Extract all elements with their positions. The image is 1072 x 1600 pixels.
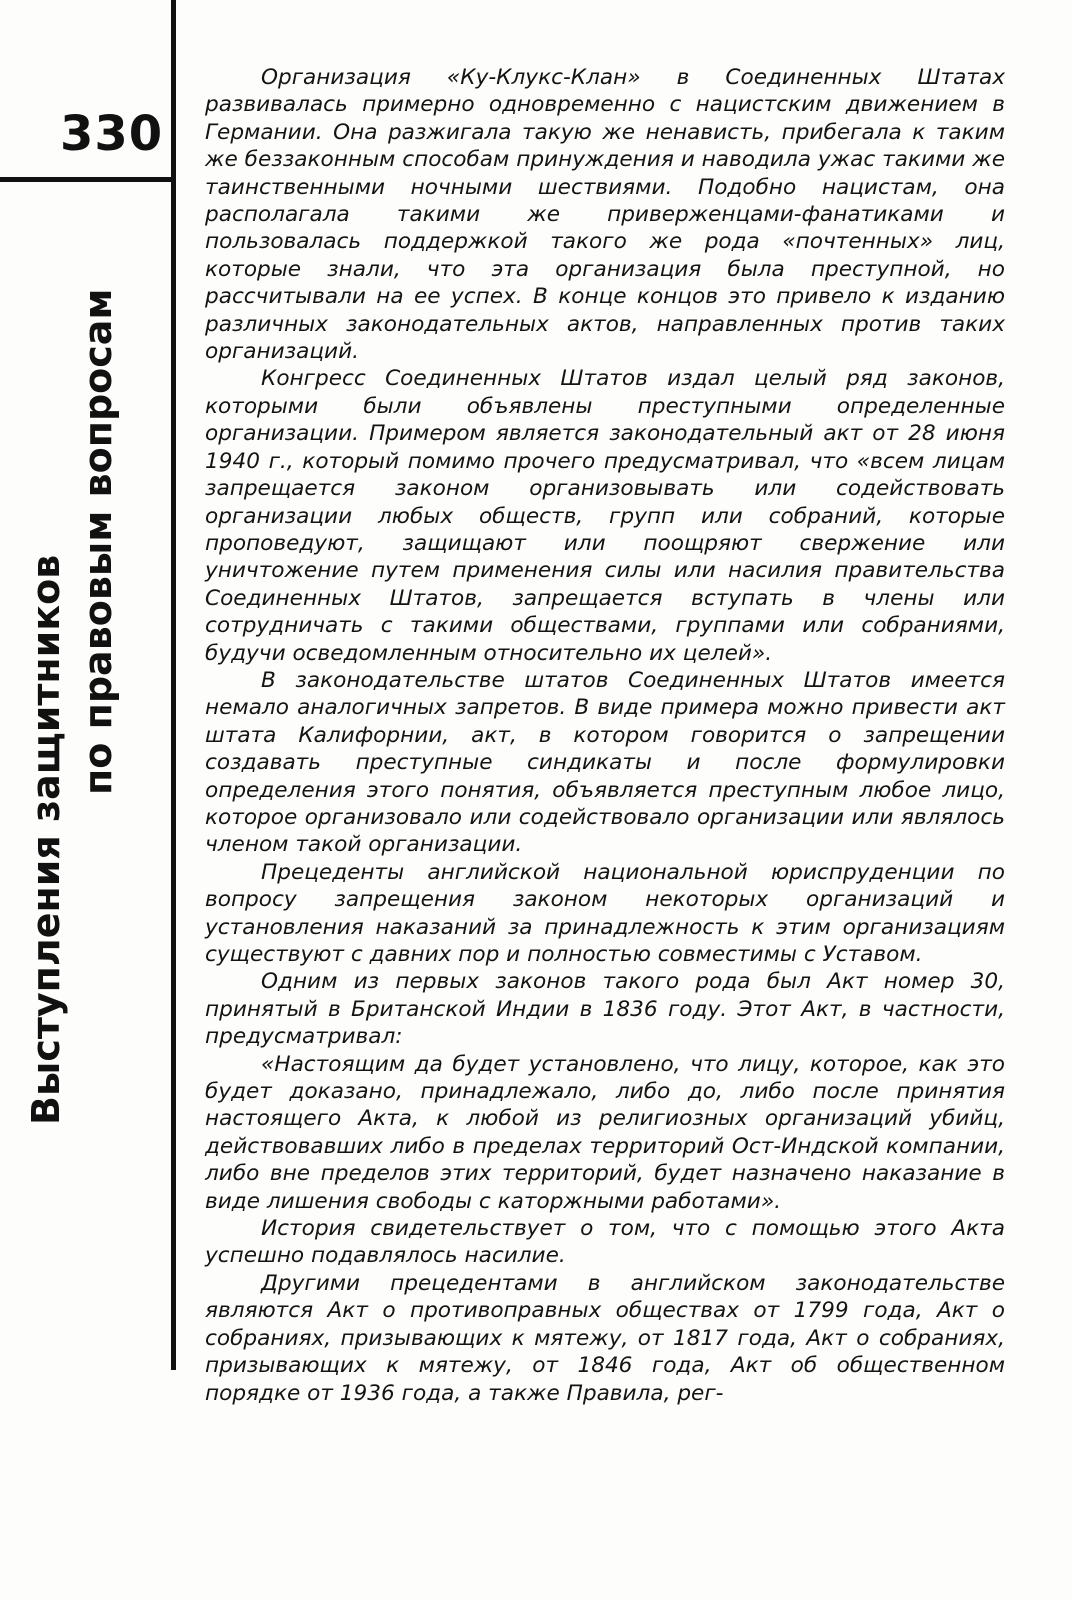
- horizontal-rule: [0, 177, 172, 182]
- paragraph: Прецеденты английской национальной юриспруденции по вопросу запрещения законом некоторых организаций и установления наказаний за принадлежность к этим организациям существуют с давних пор и полностью совместимы с Уставом.: [205, 859, 1005, 967]
- vertical-rule: [171, 0, 176, 1370]
- paragraph: Другими прецедентами в английском законодательстве являются Акт о противоправных обществах от 1799 года, Акт о собраниях, призывающих к мятежу, от 1817 года, Акт о собраниях, призывающих к мятежу, от 1846 года, Акт об общественном порядке от 1936 года, а также Правила, рег-: [205, 1270, 1005, 1406]
- running-header: [20, 195, 124, 1125]
- body-text: [205, 64, 1005, 1407]
- paragraph-quote: «Настоящим да будет установлено, что лицу, которое, как это будет доказано, принадлежало, либо до, либо после принятия настоящего Акта, к любой из религиозных организаций убийц, действовавших либо в пределах территорий Ост-Индской компании, либо вне пределов этих территорий, будет назначено наказание в виде лишения свободы с каторжными работами».: [205, 1051, 1005, 1214]
- running-header-line1: Выступления защитников: [24, 554, 68, 1125]
- paragraph: Конгресс Соединенных Штатов издал целый ряд законов, которыми были объявлены преступными определенные организации. Примером является законодательный акт от 28 июня 1940 г., который помимо прочего предусматривал, что «всем лицам запрещается законом организовывать или содействовать организации любых обществ, групп или собраний, которые проповедуют, защищают или поощряют свержение или уничтожение путем применения силы или насилия правительства Соединенных Штатов, запрещается вступать в члены или сотрудничать с такими обществами, группами или собраниями, будучи осведомленным относительно их целей».: [205, 366, 1005, 666]
- paragraph: Организация «Ку-Клукс-Клан» в Соединенных Штатах развивалась примерно одновременно с нацистским движением в Германии. Она разжигала такую же ненависть, прибегала к таким же беззаконным способам принуждения и наводила ужас такими же таинственными ночными шествиями. Подобно нацистам, она располагала такими же приверженцами-фанатиками и пользовалась поддержкой такого же рода «почтенных» лиц, которые знали, что эта организация была преступной, но рассчитывали на ее успех. В конце концов это привело к изданию различных законодательных актов, направленных против таких организаций.: [205, 65, 1005, 365]
- paragraph: Одним из первых законов такого рода был Акт номер 30, принятый в Британской Индии в 1836 году. Этот Акт, в частности, предусматривал:: [205, 969, 1005, 1050]
- page-number: 330: [60, 106, 164, 162]
- running-header-line2: по правовым вопросам: [76, 288, 120, 795]
- paragraph: История свидетельствует о том, что с помощью этого Акта успешно подавлялось насилие.: [205, 1216, 1005, 1269]
- paragraph: В законодательстве штатов Соединенных Штатов имеется немало аналогичных запретов. В виде примера можно привести акт штата Калифорнии, акт, в котором говорится о запрещении создавать преступные синдикаты и после формулировки определения этого понятия, объявляется преступным любое лицо, которое организовало или содействовало организации или являлось членом такой организации.: [205, 667, 1005, 858]
